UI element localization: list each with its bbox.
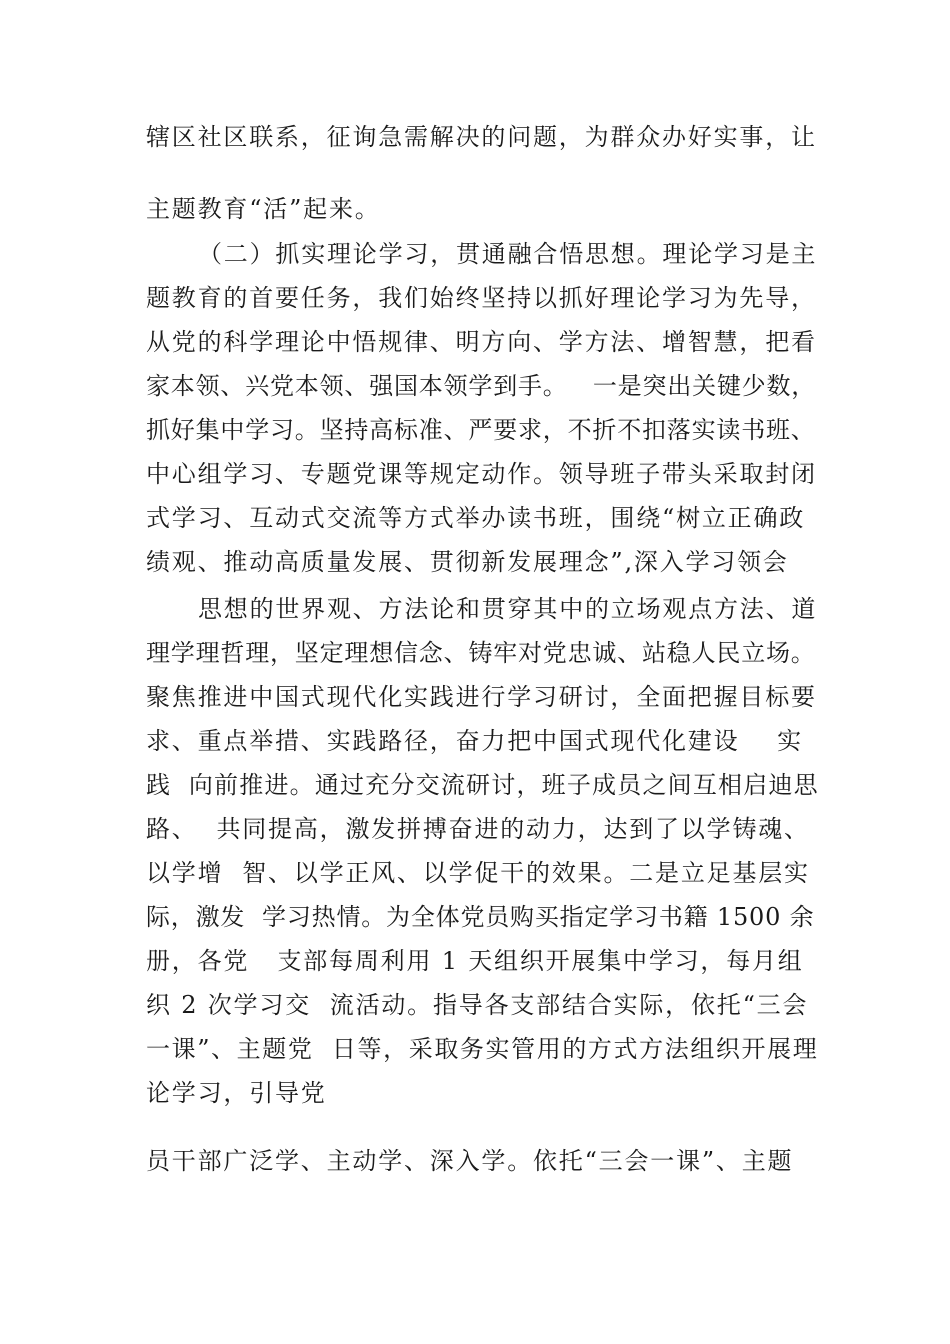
- text-line: 题教育的首要任务，我们始终坚持以抓好理论学习为先导，: [146, 284, 817, 312]
- text-line: 理学理哲理，坚定理想信念、铸牢对党忠诚、站稳人民立场。: [146, 639, 816, 667]
- text-line: 思想的世界观、方法论和贯穿其中的立场观点方法、道: [198, 595, 818, 623]
- text-line: 织 2 次学习交 流活动。指导各支部结合实际，依托“三会: [146, 991, 809, 1019]
- text-line: 路、 共同提高，激发拼搏奋进的动力，达到了以学铸魂、: [146, 815, 810, 843]
- paragraph-heading-line: （二）抓实理论学习，贯通融合悟思想。理论学习是主: [198, 240, 818, 268]
- text-line: 绩观、推动高质量发展、贯彻新发展理念”,深入学习领会: [146, 548, 789, 576]
- text-line: 册，各党 支部每周利用 1 天组织开展集中学习，每月组: [146, 947, 804, 975]
- text-line: 以学增 智、以学正风、以学促干的效果。二是立足基层实: [146, 859, 810, 887]
- text-line: 际，激发 学习热情。为全体党员购买指定学习书籍 1500 余: [146, 903, 815, 931]
- text-line: 式学习、互动式交流等方式举办读书班，围绕“树立正确政: [146, 504, 806, 532]
- text-line: 聚焦推进中国式现代化实践进行学习研讨，全面把握目标要: [146, 683, 817, 711]
- text-line: 践 向前推进。通过充分交流研讨，班子成员之间互相启迪思: [146, 771, 819, 799]
- text-line: 一课”、主题党 日等，采取务实管用的方式方法组织开展理: [146, 1035, 819, 1063]
- text-line: 家本领、兴党本领、强国本领学到手。 一是突出关键少数，: [146, 372, 817, 400]
- text-line: 辖区社区联系，征询急需解决的问题，为群众办好实事，让: [146, 123, 817, 151]
- text-line: 主题教育“活”起来。: [146, 195, 381, 223]
- text-line: 论学习，引导党: [146, 1079, 327, 1107]
- text-line: 求、重点举措、实践路径，奋力把中国式现代化建设 实: [146, 727, 803, 755]
- text-line: 中心组学习、专题党课等规定动作。领导班子带头采取封闭: [146, 460, 817, 488]
- text-line: 从党的科学理论中悟规律、明方向、学方法、增智慧，把看: [146, 328, 817, 356]
- text-line: 员干部广泛学、主动学、深入学。依托“三会一课”、主题: [146, 1147, 794, 1175]
- text-line: 抓好集中学习。坚持高标准、严要求，不折不扣落实读书班、: [146, 416, 816, 444]
